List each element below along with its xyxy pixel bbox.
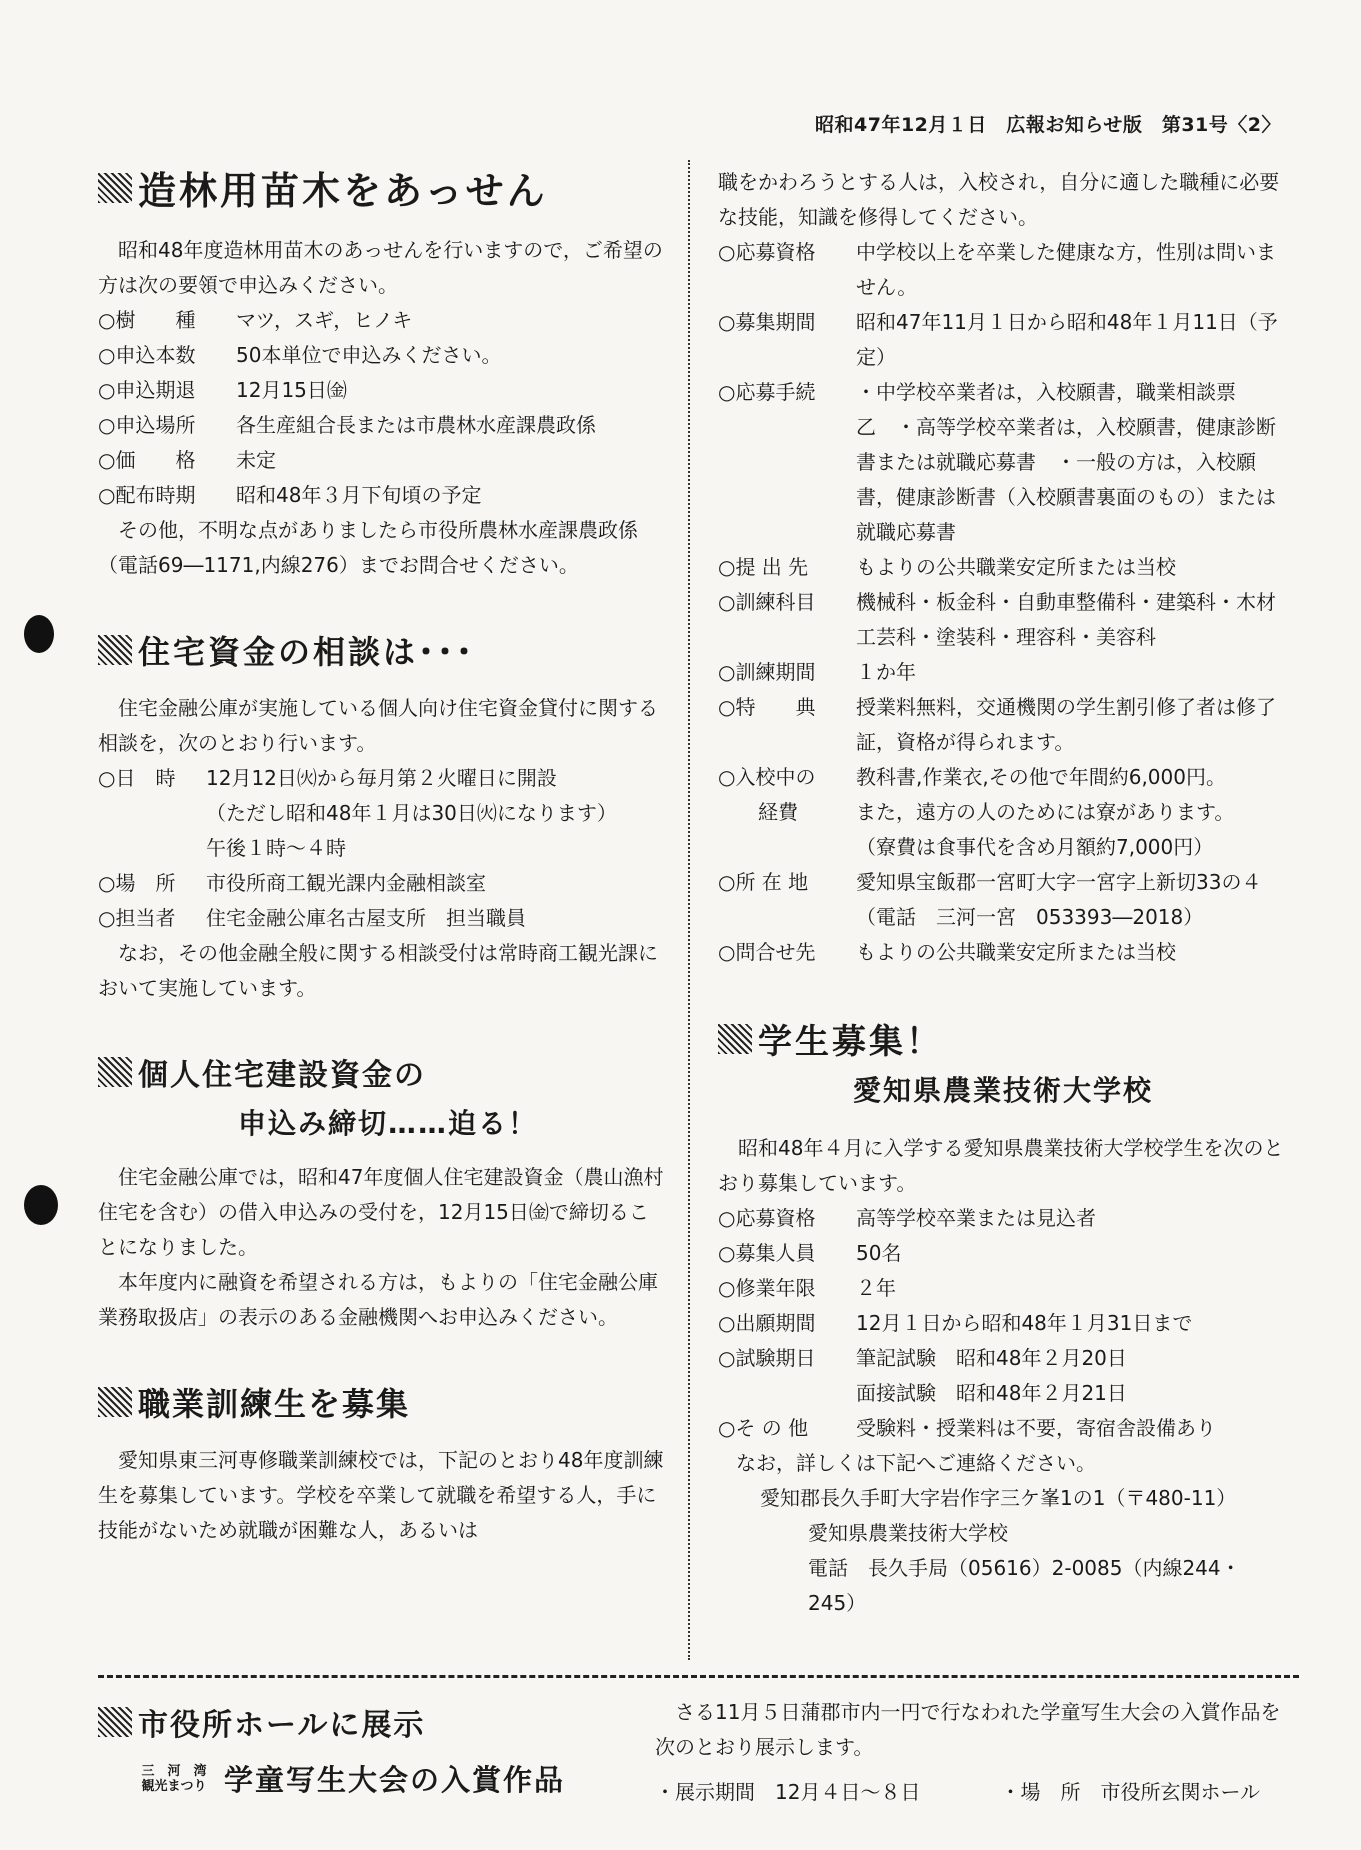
students-title: 学生募集！ — [758, 1022, 943, 1062]
item-label: ○募集人員 — [718, 1241, 816, 1265]
cost-label-1: ○入校中の — [718, 765, 816, 789]
list-item — [98, 866, 668, 901]
item-value: 授業料無料，交通機関の学生割引修了者は修了証，資格が得られます。 — [856, 695, 1276, 754]
item-label: ○応募資格 — [718, 240, 816, 264]
list-item — [98, 443, 668, 478]
item-value: ２年 — [856, 1276, 896, 1300]
list-item — [718, 760, 1288, 865]
period-label: ・展示期間 — [655, 1780, 755, 1804]
list-item — [718, 1271, 1288, 1306]
item-label: ○提 出 先 — [718, 555, 809, 579]
list-item — [98, 761, 668, 796]
seedlings-title: 造林用苗木をあっせん — [138, 169, 548, 213]
list-item — [718, 655, 1288, 690]
item-value: 昭和48年３月下旬頃の予定 — [236, 483, 482, 507]
list-item — [718, 1306, 1288, 1341]
item-label: ○申込期退 — [98, 378, 196, 402]
item-label: ○試験期日 — [718, 1346, 816, 1370]
datetime-time: 午後１時～４時 — [206, 836, 346, 860]
seedlings-intro: 昭和48年度造林用苗木のあっせんを行いますので，ご希望の方は次の要領で申込みください。 — [98, 238, 663, 297]
students-school: 愛知県農業技術大学校 — [852, 1074, 1153, 1107]
item-value: 受験料・授業料は不要，寄宿舎設備あり — [856, 1416, 1216, 1440]
item-label: ○所 在 地 — [718, 870, 809, 894]
seedlings-heading — [98, 160, 668, 215]
item-value: マツ，スギ，ヒノキ — [236, 308, 413, 332]
item-label: ○修業年限 — [718, 1276, 816, 1300]
left-column — [98, 160, 668, 1548]
list-item — [718, 1411, 1288, 1446]
ink-spot — [24, 615, 54, 653]
item-label: ○問合せ先 — [718, 940, 816, 964]
festival-line — [98, 1758, 658, 1799]
list-item — [98, 901, 668, 936]
students-school-name: 愛知県農業技術大学校 — [808, 1521, 1008, 1545]
exhibit-body — [655, 1695, 1295, 1810]
item-value: 50名 — [856, 1241, 902, 1265]
list-item — [98, 478, 668, 513]
list-item — [718, 1341, 1288, 1376]
item-label: ○申込場所 — [98, 413, 196, 437]
housing-build-para1: 住宅金融公庫では，昭和47年度個人住宅建設資金（農山漁村住宅を含む）の借入申込みの受付を，12月15日㈮で締切ることになりました。 — [98, 1165, 664, 1259]
item-value: 機械科・板金科・自動車整備科・建築科・木材工芸科・塗装科・理容科・美容科 — [856, 590, 1276, 649]
item-label: ○配布時期 — [98, 483, 196, 507]
period-value: 12月４日～８日 — [775, 1780, 921, 1804]
exhibit-text: さる11月５日蒲郡市内一円で行なわれた学童写生大会の入賞作品を次のとおり展示します。 — [655, 1700, 1281, 1759]
ink-spot — [24, 1185, 58, 1225]
housing-consult-intro: 住宅金融公庫が実施している個人向け住宅資金貸付に関する相談を，次のとおり行います。 — [98, 696, 658, 755]
exhibit-details — [655, 1775, 1295, 1810]
exhibit-subtitle: 学童写生大会の入賞作品 — [224, 1763, 566, 1797]
item-value — [856, 760, 1288, 865]
item-value: もよりの公共職業安定所または当校 — [856, 940, 1176, 964]
students-closing: なお，詳しくは下記へご連絡ください。 — [736, 1451, 1096, 1475]
cost-line-1: 教科書,作業衣,その他で年間約6,000円。 — [856, 765, 1226, 789]
list-item — [718, 865, 1288, 935]
housing-build-heading — [98, 1050, 668, 1094]
list-item — [718, 1236, 1288, 1271]
hatch-icon — [98, 1057, 132, 1087]
item-value: 筆記試験 昭和48年２月20日 — [856, 1346, 1127, 1370]
students-intro: 昭和48年４月に入学する愛知県農業技術大学校学生を次のとおり募集しています。 — [718, 1136, 1284, 1195]
item-label: ○樹 種 — [98, 308, 196, 332]
list-item — [718, 375, 1288, 550]
page-header: 昭和47年12月１日 広報お知らせ版 第31号〈2〉 — [815, 114, 1281, 136]
item-value: 50本単位で申込みください。 — [236, 343, 502, 367]
item-value: １か年 — [856, 660, 916, 684]
list-item — [98, 373, 668, 408]
students-heading — [718, 1014, 1288, 1063]
housing-build-title: 個人住宅建設資金の — [138, 1058, 426, 1093]
item-label: ○担当者 — [98, 906, 176, 930]
item-value: 市役所商工観光課内金融相談室 — [206, 871, 486, 895]
item-label: ○申込本数 — [98, 343, 196, 367]
list-item — [718, 550, 1288, 585]
hatch-icon — [98, 1387, 132, 1417]
item-label: ○募集期間 — [718, 310, 816, 334]
item-label: ○特 典 — [718, 695, 816, 719]
item-label: ○応募手続 — [718, 380, 816, 404]
item-label: ○価 格 — [98, 448, 196, 472]
section-divider — [98, 1675, 1299, 1678]
right-column — [718, 165, 1288, 1621]
housing-build-subtitle: 申込み締切……迫る！ — [238, 1107, 539, 1140]
vocational-intro: 愛知県東三河専修職業訓練校では，下記のとおり48年度訓練生を募集しています。学校を卒業して就職を希望する人，手に技能がないため就職が困難な人，あるいは — [98, 1448, 664, 1542]
place-value: 市役所玄関ホール — [1100, 1780, 1261, 1804]
cost-line-3: （寮費は食事代を含め月額約7,000円） — [856, 835, 1214, 859]
item-label: ○応募資格 — [718, 1206, 816, 1230]
festival-tag-line-1: 三 河 湾 — [141, 1763, 207, 1779]
place-label: ・場 所 — [1000, 1780, 1081, 1804]
hatch-icon — [98, 635, 132, 665]
list-item — [98, 338, 668, 373]
students-address: 愛知郡長久手町大字岩作字三ケ峯1の1（〒480-11） — [760, 1486, 1237, 1510]
item-value: 愛知県宝飯郡一宮町大字一宮字上新切33の４（電話 三河一宮 053393―2018） — [856, 870, 1262, 929]
item-value: 12月１日から昭和48年１月31日まで — [856, 1311, 1193, 1335]
cost-line-2: また，遠方の人のためには寮があります。 — [856, 800, 1235, 824]
list-item — [718, 935, 1288, 970]
seedlings-closing: その他，不明な点がありましたら市役所農林水産課農政係（電話69―1171,内線276）までお問合せください。 — [98, 518, 638, 577]
list-item — [98, 303, 668, 338]
festival-tag-line-2: 観光まつり — [141, 1778, 207, 1794]
housing-consult-title: 住宅資金の相談は･･･ — [138, 633, 476, 671]
exam-2: 面接試験 昭和48年２月21日 — [856, 1381, 1127, 1405]
hatch-icon — [98, 173, 132, 203]
item-value: 昭和47年11月１日から昭和48年１月11日（予定） — [856, 310, 1278, 369]
item-label: ○場 所 — [98, 871, 176, 895]
item-value: 未定 — [236, 448, 276, 472]
column-divider — [688, 160, 691, 1660]
list-item — [718, 235, 1288, 305]
item-value: 中学校以上を卒業した健康な方，性別は問いません。 — [856, 240, 1276, 299]
housing-consult-closing: なお，その他金融全般に関する相談受付は常時商工観光課において実施しています。 — [98, 941, 658, 1000]
exhibit-heading-block — [98, 1700, 658, 1799]
cost-label-2: 経費 — [718, 800, 798, 824]
festival-tag — [134, 1764, 214, 1794]
exhibit-heading — [98, 1700, 658, 1744]
list-item — [718, 690, 1288, 760]
item-value: ・中学校卒業者は，入校願書，職業相談票乙 ・高等学校卒業者は，入校願書，健康診断書または就職応募書 ・一般の方は，入校願書，健康診断書（入校願書裏面のもの）または就職応募書 — [856, 380, 1276, 544]
vocational-intro-cont: 職をかわろうとする人は，入校され，自分に適した職種に必要な技能，知識を修得してください。 — [718, 170, 1280, 229]
list-item — [98, 408, 668, 443]
housing-build-para2: 本年度内に融資を希望される方は，もよりの「住宅金融公庫業務取扱店」の表示のある金融機関へお申込みください。 — [98, 1270, 658, 1329]
item-value: 12月15日㈮ — [236, 378, 347, 402]
datetime-note: （ただし昭和48年１月は30日㈫になります） — [206, 801, 617, 825]
item-label: ○出願期間 — [718, 1311, 816, 1335]
item-value: 12月12日㈫から毎月第２火曜日に開設 — [206, 766, 557, 790]
housing-consult-heading — [98, 627, 668, 673]
list-item — [718, 585, 1288, 655]
item-label: ○そ の 他 — [718, 1416, 809, 1440]
item-label: ○訓練科目 — [718, 590, 816, 614]
item-value: もよりの公共職業安定所または当校 — [856, 555, 1176, 579]
item-value: 各生産組合長または市農林水産課農政係 — [236, 413, 596, 437]
item-value: 高等学校卒業または見込者 — [856, 1206, 1096, 1230]
list-item — [718, 1201, 1288, 1236]
vocational-title: 職業訓練生を募集 — [138, 1385, 411, 1423]
item-value: 住宅金融公庫名古屋支所 担当職員 — [206, 906, 526, 930]
list-item — [718, 305, 1288, 375]
hatch-icon — [98, 1707, 132, 1737]
vocational-heading — [98, 1379, 668, 1425]
item-label: ○日 時 — [98, 766, 176, 790]
students-phone: 電話 長久手局（05616）2-0085（内線244・245） — [808, 1556, 1241, 1615]
hatch-icon — [718, 1024, 752, 1054]
exhibit-title: 市役所ホールに展示 — [138, 1708, 426, 1743]
item-label — [718, 760, 856, 865]
item-label: ○訓練期間 — [718, 660, 816, 684]
